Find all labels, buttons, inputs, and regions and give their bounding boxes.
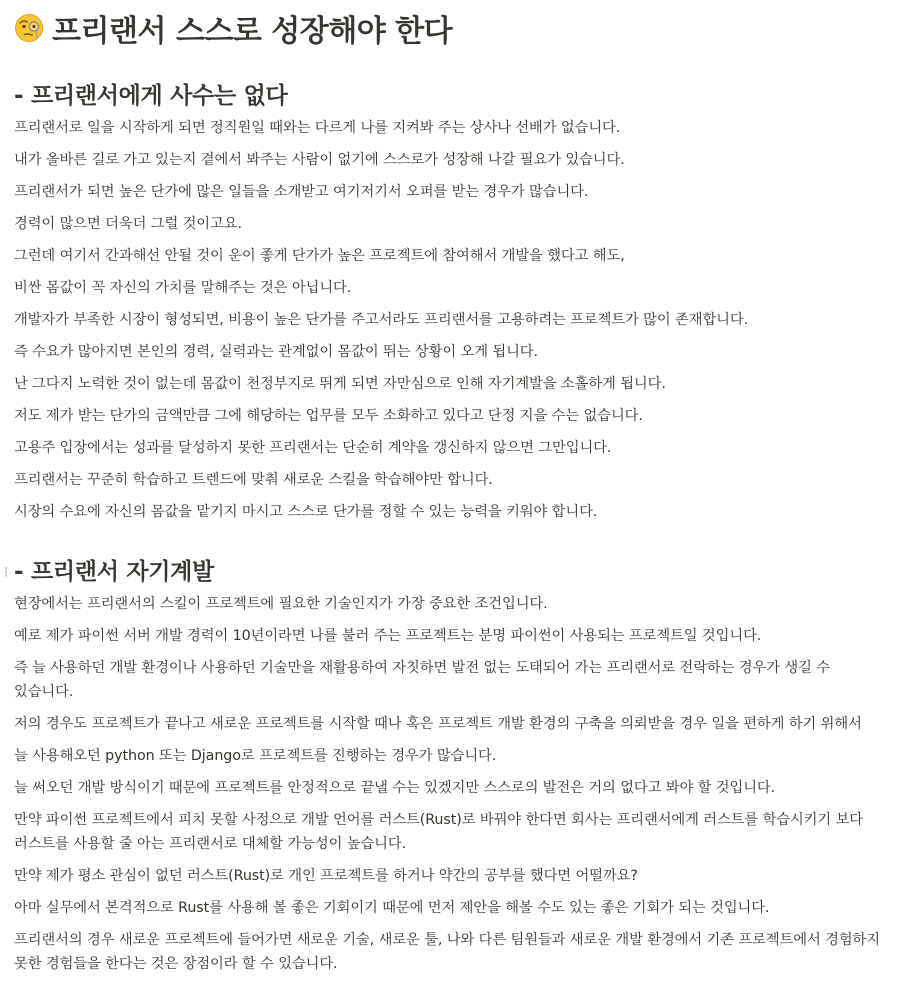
paragraph: 그런데 여기서 간과해선 안될 것이 운이 좋게 단가가 높은 프로젝트에 참여해서 개발을 했다고 해도, (14, 248, 625, 264)
section-no-mentor (14, 80, 884, 532)
paragraph: 늘 사용해오던 python 또는 Django로 프로젝트를 진행하는 경우가 많습니다. (14, 748, 497, 764)
page-header (14, 8, 452, 48)
paragraph: 늘 써오던 개발 방식이기 때문에 프로젝트를 안정적으로 끝낼 수는 있겠지만 스스로의 발전은 거의 없다고 봐야 할 것입니다. (14, 780, 776, 796)
paragraph: 프리랜서는 꾸준히 학습하고 트렌드에 맞춰 새로운 스킬을 학습해야만 합니다. (14, 472, 493, 488)
paragraph: 프리랜서로 일을 시작하게 되면 정직원일 때와는 다르게 나를 지켜봐 주는 상사나 선배가 없습니다. (14, 120, 621, 136)
paragraph: 내가 올바른 길로 가고 있는지 곁에서 봐주는 사람이 없기에 스스로가 성장해 나갈 필요가 있습니다. (14, 152, 625, 168)
paragraph: 만약 파이썬 프로젝트에서 피치 못할 사정으로 개발 언어를 러스트(Rust)로 바꿔야 한다면 회사는 프리랜서에게 러스트를 학습시키기 보다 러스트를 사용할 줄 아는 프리랜서로 대체할 가능성이 높습니다. (14, 812, 864, 852)
page-title: 프리랜서 스스로 성장해야 한다 (52, 14, 453, 49)
paragraph: 저의 경우도 프로젝트가 끝나고 새로운 프로젝트를 시작할 때나 혹은 프로젝트 개발 환경의 구축을 의뢰받을 경우 일을 편하게 하기 위해서 (14, 716, 862, 732)
paragraph: 개발자가 부족한 시장이 형성되면, 비용이 높은 단가를 주고서라도 프리랜서를 고용하려는 프로젝트가 많이 존재합니다. (14, 312, 749, 328)
paragraph: 예로 제가 파이썬 서버 개발 경력이 10년이라면 나를 불러 주는 프로젝트는 분명 파이썬이 사용되는 프로젝트일 것입니다. (14, 628, 762, 644)
section-heading (0, 556, 884, 588)
paragraph: 즉 늘 사용하던 개발 환경이나 사용하던 기술만을 재활용하여 자칫하면 발전 없는 도태되어 가는 프리랜서로 전락하는 경우가 생길 수 있습니다. (14, 660, 830, 700)
paragraph: 고용주 입장에서는 성과를 달성하지 못한 프리랜서는 단순히 계약을 갱신하지 않으면 그만입니다. (14, 440, 612, 456)
paragraph: 현장에서는 프리랜서의 스킬이 프로젝트에 필요한 기술인지가 가장 중요한 조건입니다. (14, 596, 548, 612)
paragraph: 프리랜서의 경우 새로운 프로젝트에 들어가면 새로운 기술, 새로운 툴, 나와 다른 팀원들과 새로운 개발 환경에서 기존 프로젝트에서 경험하지 못한 경험들을 한다는 것은 장점이라 할 수 있습니다. (14, 932, 880, 972)
paragraph: 프리랜서가 되면 높은 단가에 많은 일들을 소개받고 여기저기서 오퍼를 받는 경우가 많습니다. (14, 184, 589, 200)
monocle-face-icon[interactable] (14, 13, 44, 43)
paragraph: 시장의 수요에 자신의 몸값을 맡기지 마시고 스스로 단가를 정할 수 있는 능력을 키워야 합니다. (14, 504, 598, 520)
paragraph: 만약 제가 평소 관심이 없던 러스트(Rust)로 개인 프로젝트를 하거나 약간의 공부를 했다면 어떨까요? (14, 868, 638, 884)
paragraph: 난 그다지 노력한 것이 없는데 몸값이 천정부지로 뛰게 되면 자만심으로 인해 자기계발을 소홀하게 됩니다. (14, 376, 666, 392)
drag-handle-icon[interactable]: ⋮ (0, 565, 12, 579)
section-heading: - 프리랜서에게 사수는 없다 (14, 83, 288, 109)
paragraph: 경력이 많으면 더욱더 그럴 것이고요. (14, 216, 242, 232)
section-self-development (0, 556, 884, 984)
paragraph: 저도 제가 받는 단가의 금액만큼 그에 해당하는 업무를 모두 소화하고 있다고 단정 지을 수는 없습니다. (14, 408, 643, 424)
paragraph: 아마 실무에서 본격적으로 Rust를 사용해 볼 좋은 기회이기 때문에 먼저 제안을 해볼 수도 있는 좋은 기회가 되는 것입니다. (14, 900, 770, 916)
paragraph: 즉 수요가 많아지면 본인의 경력, 실력과는 관계없이 몸값이 뛰는 상황이 오게 됩니다. (14, 344, 538, 360)
section-heading-text: - 프리랜서 자기계발 (14, 559, 215, 585)
paragraph: 비싼 몸값이 꼭 자신의 가치를 말해주는 것은 아닙니다. (14, 280, 352, 296)
